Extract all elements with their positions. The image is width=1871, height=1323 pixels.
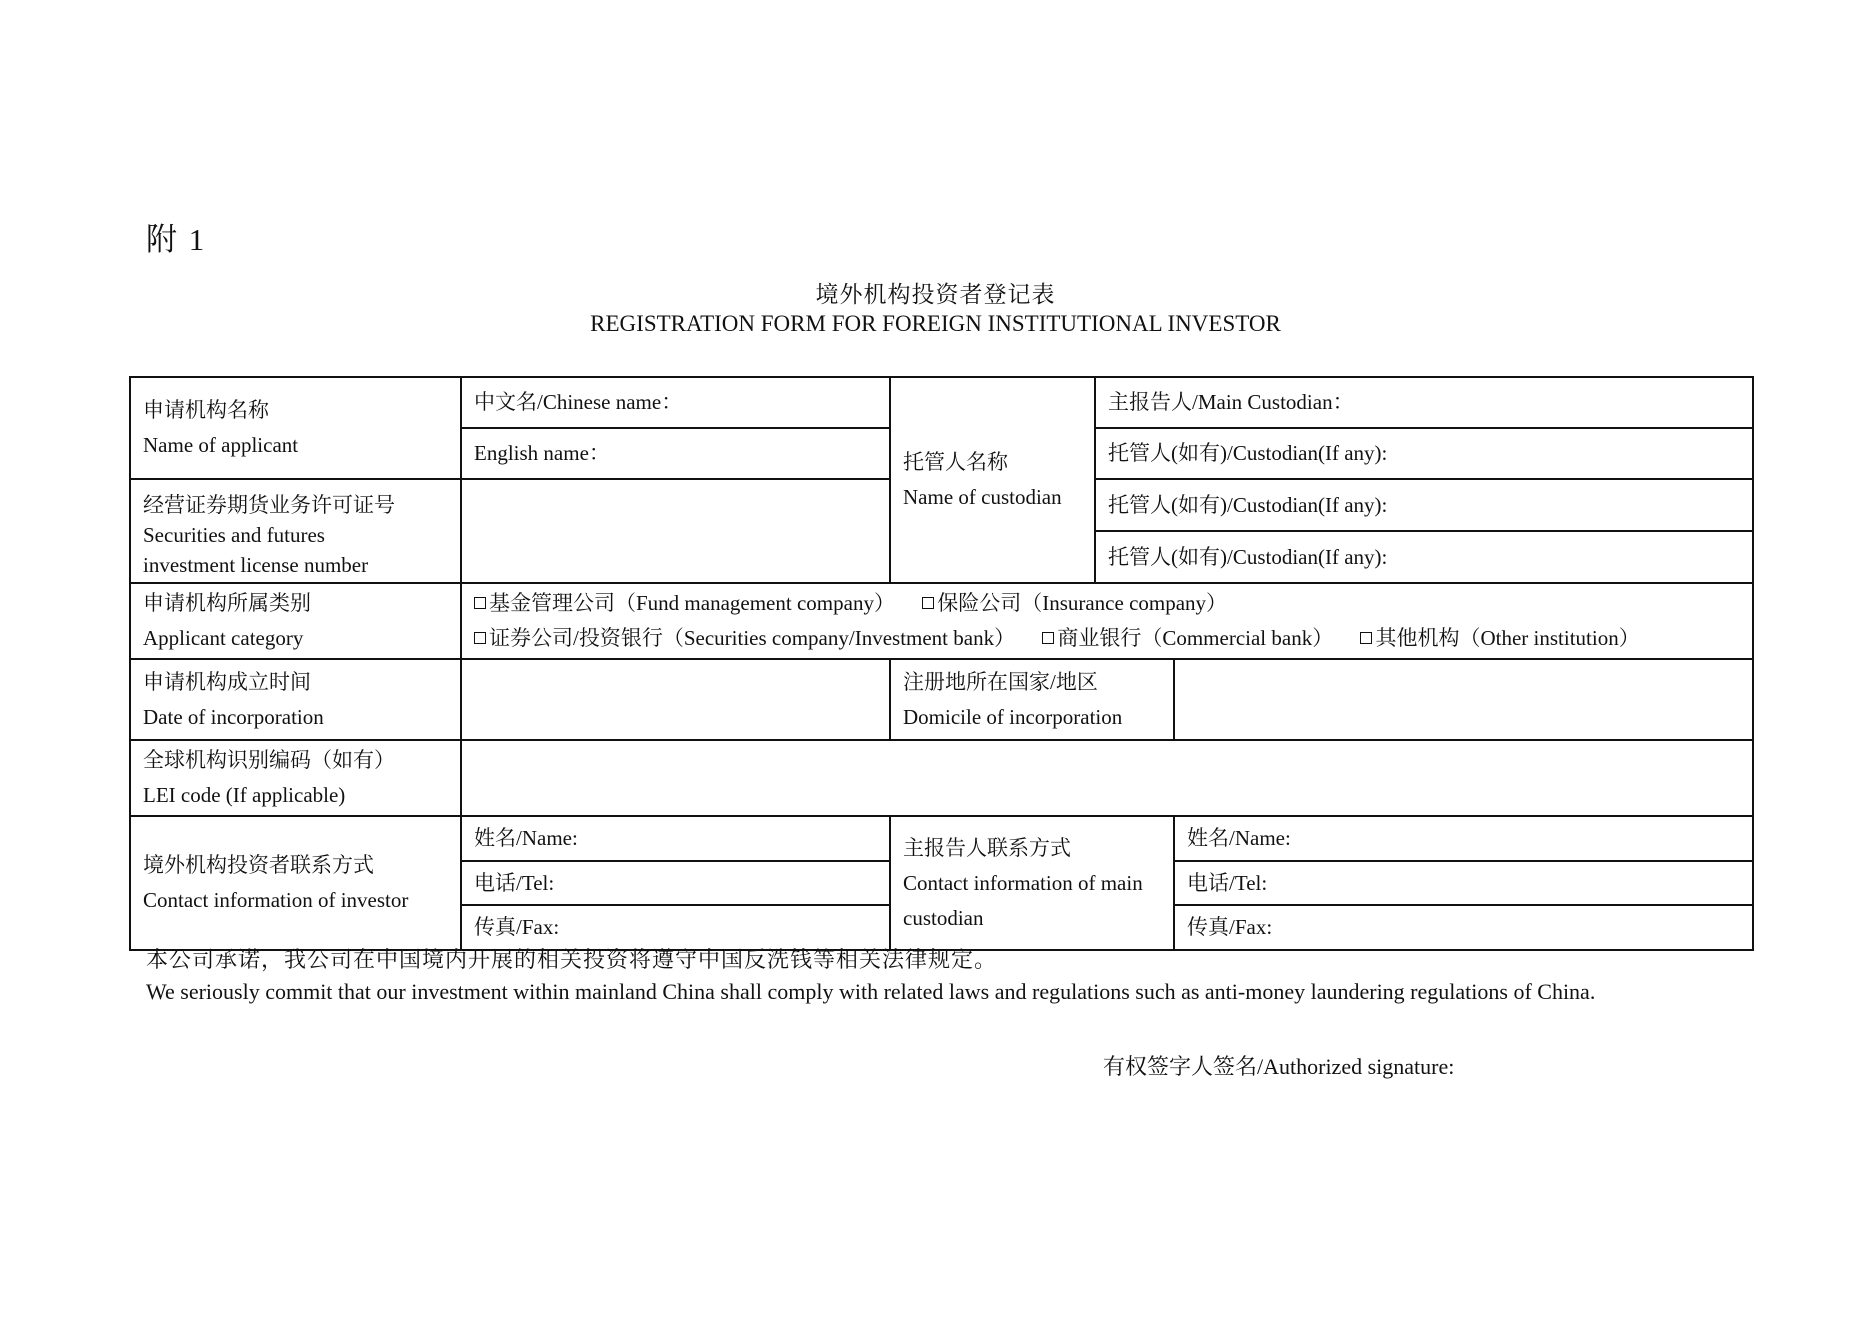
main-custodian-label: 主报告人/Main Custodian： — [1108, 390, 1354, 414]
checkbox-icon[interactable] — [474, 597, 486, 609]
custodian-fax-label: 传真/Fax: — [1187, 915, 1273, 939]
checkbox-icon[interactable] — [922, 597, 934, 609]
investor-fax-label: 传真/Fax: — [474, 915, 560, 939]
category-label-en: Applicant category — [143, 626, 304, 650]
domicile-label-zh: 注册地所在国家/地区 — [903, 669, 1098, 694]
custodian-name-field[interactable] — [1174, 816, 1753, 861]
category-label-zh: 申请机构所属类别 — [143, 591, 311, 615]
english-name-label: English name： — [474, 441, 610, 465]
investor-contact-label-en: Contact information of investor — [143, 888, 409, 912]
custodian-contact-label — [890, 816, 1174, 950]
custodian-field-3[interactable] — [1095, 531, 1753, 583]
commitment-statement-en: We seriously commit that our investment within mainland China shall comply with related laws and regulations such as anti-money laundering regulations of China. — [146, 979, 1596, 1004]
incorporation-date-label-zh: 申请机构成立时间 — [143, 669, 311, 694]
custodian-field-2[interactable] — [1095, 479, 1753, 531]
license-label-en-1: Securities and futures — [143, 523, 325, 547]
category-option-securities[interactable]: 证券公司/投资银行（Securities company/Investment bank） — [474, 626, 1015, 650]
chinese-name-label: 中文名/Chinese name： — [474, 390, 683, 414]
domicile-label-en: Domicile of incorporation — [903, 704, 1123, 729]
registration-form-table — [129, 376, 1754, 951]
custodian-tel-field[interactable] — [1174, 861, 1753, 905]
applicant-name-label-en: Name of applicant — [143, 433, 299, 457]
applicant-name-label-zh: 申请机构名称 — [143, 398, 269, 422]
custodian-label-3: 托管人(如有)/Custodian(If any): — [1108, 544, 1388, 569]
category-option-insurance[interactable]: 保险公司（Insurance company） — [922, 591, 1227, 615]
category-option-fund[interactable]: 基金管理公司（Fund management company） — [474, 591, 895, 615]
license-number-field[interactable] — [461, 479, 890, 583]
lei-label — [130, 740, 461, 816]
custodian-name-label: 姓名/Name: — [1187, 826, 1291, 850]
checkbox-icon[interactable] — [474, 632, 486, 644]
chinese-name-field[interactable] — [461, 377, 890, 428]
license-label-zh: 经营证券期货业务许可证号 — [143, 493, 395, 517]
custodian-contact-label-zh: 主报告人联系方式 — [903, 835, 1071, 860]
commitment-statement-zh: 本公司承诺，我公司在中国境内开展的相关投资将遵守中国反洗钱等相关法律规定。 — [146, 947, 998, 972]
custodian-label-zh: 托管人名称 — [903, 450, 1008, 474]
lei-label-zh: 全球机构识别编码（如有） — [143, 748, 395, 772]
domicile-label — [890, 659, 1174, 740]
custodian-label-2: 托管人(如有)/Custodian(If any): — [1108, 492, 1388, 517]
category-options — [461, 583, 1753, 659]
lei-field[interactable] — [461, 740, 1753, 816]
incorporation-date-field[interactable] — [461, 659, 890, 740]
investor-tel-label: 电话/Tel: — [474, 870, 555, 895]
incorporation-date-label-en: Date of incorporation — [143, 704, 324, 729]
category-label — [130, 583, 461, 659]
category-option-other[interactable]: 其他机构（Other institution） — [1360, 626, 1639, 650]
investor-contact-label — [130, 816, 461, 950]
investor-tel-field[interactable] — [461, 861, 890, 905]
applicant-name-label — [130, 377, 461, 479]
form-title-english: REGISTRATION FORM FOR FOREIGN INSTITUTIONAL INVESTOR — [590, 311, 1281, 336]
license-label — [130, 479, 461, 583]
checkbox-icon[interactable] — [1360, 632, 1372, 644]
custodian-contact-label-en-2: custodian — [903, 905, 984, 930]
custodian-contact-label-en-1: Contact information of main — [903, 870, 1143, 895]
license-label-en-2: investment license number — [143, 553, 369, 577]
domicile-field[interactable] — [1174, 659, 1753, 740]
custodian-field-1[interactable] — [1095, 428, 1753, 479]
custodian-label-en: Name of custodian — [903, 485, 1062, 509]
custodian-label — [890, 377, 1095, 583]
incorporation-date-label — [130, 659, 461, 740]
investor-name-field[interactable] — [461, 816, 890, 861]
lei-label-en: LEI code (If applicable) — [143, 783, 346, 807]
form-title-chinese: 境外机构投资者登记表 — [815, 282, 1056, 307]
checkbox-icon[interactable] — [1042, 632, 1054, 644]
investor-contact-label-zh: 境外机构投资者联系方式 — [143, 853, 374, 877]
custodian-tel-label: 电话/Tel: — [1187, 870, 1268, 895]
attachment-label: 附 1 — [146, 222, 207, 257]
investor-name-label: 姓名/Name: — [474, 826, 578, 850]
category-option-commercial-bank[interactable]: 商业银行（Commercial bank） — [1042, 626, 1333, 650]
custodian-fax-field[interactable] — [1174, 905, 1753, 950]
main-custodian-field[interactable] — [1095, 377, 1753, 428]
custodian-label-1: 托管人(如有)/Custodian(If any): — [1108, 441, 1388, 465]
english-name-field[interactable] — [461, 428, 890, 479]
authorized-signature-label: 有权签字人签名/Authorized signature: — [1103, 1054, 1455, 1079]
